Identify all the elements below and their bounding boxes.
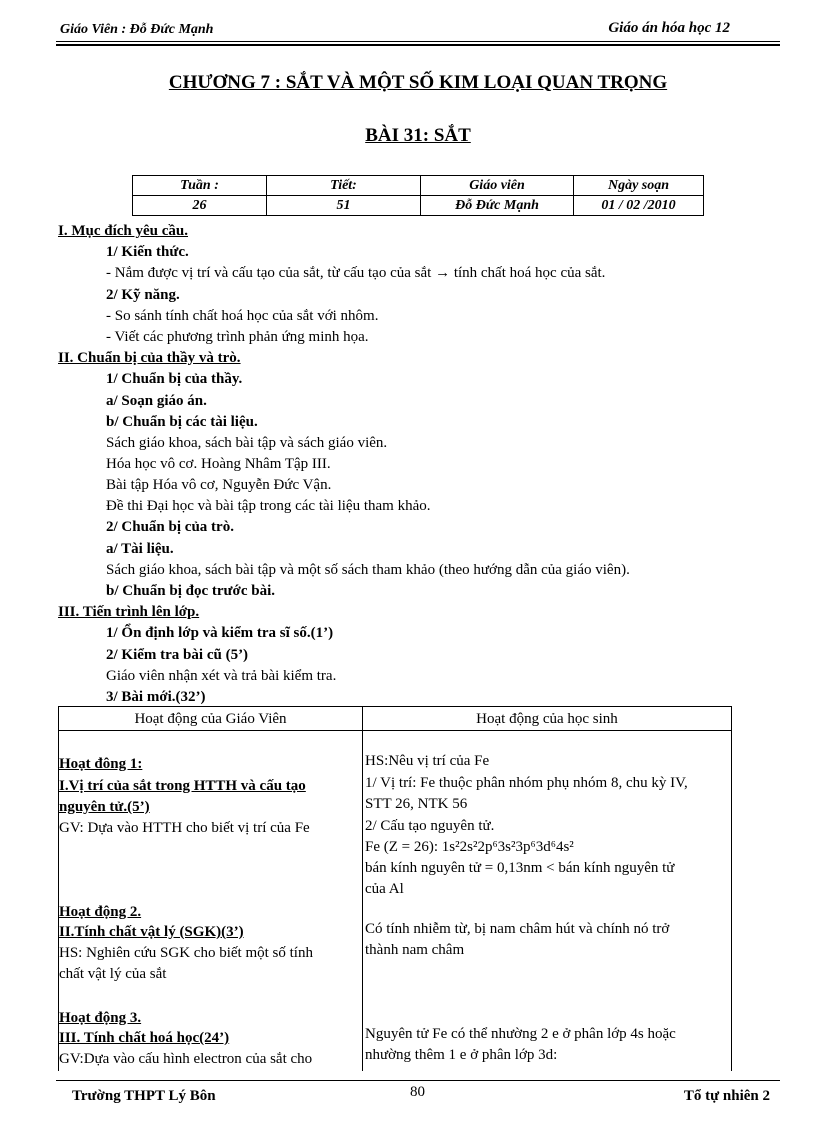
chapter-title: CHƯƠNG 7 : SẮT VÀ MỘT SỐ KIM LOẠI QUAN TRỌNG	[168, 72, 668, 93]
text-line: Sách giáo khoa, sách bài tập và sách giáo viên.	[106, 435, 388, 451]
lesson-info-table	[132, 175, 704, 216]
student-text: nhường thêm 1 e ở phân lớp 3d:	[365, 1047, 558, 1063]
info-teacher: Đỗ Đức Mạnh	[421, 196, 574, 216]
subheading-review: 2/ Kiểm tra bài cũ (5’)	[106, 647, 249, 663]
student-text: thành nam châm	[365, 942, 465, 958]
text-line: Hóa học vô cơ. Hoàng Nhâm Tập III.	[106, 456, 331, 472]
lesson-title: BÀI 31: SẮT	[365, 125, 471, 146]
teacher-text: chất vật lý của sắt	[59, 966, 167, 982]
student-text: 1/ Vị trí: Fe thuộc phân nhóm phụ nhóm 8, chu kỳ IV,	[365, 775, 688, 791]
header-subject: Giáo án hóa học 12	[608, 20, 730, 36]
activity-3-title: Hoạt động 3.	[59, 1010, 142, 1026]
activity-2-heading: II.Tính chất vật lý (SGK)(3’)	[59, 924, 244, 940]
electron-configuration: Fe (Z = 26): 1s²2s²2p⁶3s²3p⁶3d⁶4s²	[365, 839, 574, 855]
header-rule	[56, 41, 780, 42]
text-line: - Nắm được vị trí và cấu tạo của sắt, từ cấu tạo của sắt → tính chất hoá học của sắt.	[106, 265, 606, 281]
column-divider	[362, 707, 363, 1071]
student-text: HS:Nêu vị trí của Fe	[365, 753, 490, 769]
activity-1-title: Hoạt đông 1:	[59, 756, 143, 772]
subheading-teacher-prep: 1/ Chuẩn bị của thầy.	[106, 371, 243, 387]
subheading-lesson-plan: a/ Soạn giáo án.	[106, 393, 207, 409]
subheading-student-prep: 2/ Chuẩn bị của trò.	[106, 519, 234, 535]
subheading-read-ahead: b/ Chuẩn bị đọc trước bài.	[106, 583, 276, 599]
teacher-text: HS: Nghiên cứu SGK cho biết một số tính	[59, 945, 313, 961]
text-line: Bài tập Hóa vô cơ, Nguyễn Đức Vận.	[106, 477, 332, 493]
section-procedure-heading: III. Tiến trình lên lớp.	[58, 604, 200, 620]
info-header-row	[133, 176, 704, 196]
text-line: Sách giáo khoa, sách bài tập và một số sách tham khảo (theo hướng dẫn của giáo viên).	[106, 562, 630, 578]
col-header-teacher: Hoạt động của Giáo Viên	[134, 711, 287, 727]
text-line: - Viết các phương trình phản ứng minh họa.	[106, 329, 369, 345]
subheading-new-lesson: 3/ Bài mới.(32’)	[106, 689, 206, 705]
student-text: STT 26, NTK 56	[365, 796, 468, 812]
student-text: bán kính nguyên tử = 0,13nm < bán kính nguyên tử	[365, 860, 675, 876]
col-header-student: Hoạt động của học sinh	[476, 711, 618, 727]
teacher-text: GV: Dựa vào HTTH cho biết vị trí của Fe	[59, 820, 310, 836]
section-objectives-heading: I. Mục đích yêu cầu.	[58, 223, 189, 239]
info-header-date: Ngày soạn	[574, 176, 704, 196]
activity-1-heading: I.Vị trí của sắt trong HTTH và cấu tạo	[59, 778, 306, 794]
info-week: 26	[133, 196, 267, 216]
student-text: Nguyên tử Fe có thể nhường 2 e ở phân lớp 4s hoặc	[365, 1026, 676, 1042]
info-header-teacher: Giáo viên	[421, 176, 574, 196]
subheading-skills: 2/ Kỹ năng.	[106, 287, 180, 303]
activity-table	[58, 706, 732, 1071]
text-line: Đề thi Đại học và bài tập trong các tài liệu tham khảo.	[106, 498, 431, 514]
activity-3-heading: III. Tính chất hoá học(24’)	[59, 1030, 230, 1046]
subheading-knowledge: 1/ Kiến thức.	[106, 244, 189, 260]
student-text: Có tính nhiễm từ, bị nam châm hút và chính nó trở	[365, 921, 670, 937]
header-row-rule	[59, 730, 731, 731]
info-header-week: Tuần :	[133, 176, 267, 196]
header-teacher: Giáo Viên : Đỗ Đức Mạnh	[60, 22, 214, 37]
section-preparation-heading: II. Chuẩn bị của thầy và trò.	[58, 350, 241, 366]
text-line: Giáo viên nhận xét và trả bài kiểm tra.	[106, 668, 337, 684]
info-value-row	[133, 196, 704, 216]
activity-1-heading-cont: nguyên tử.(5’)	[59, 799, 150, 815]
subheading-class-check: 1/ Ổn định lớp và kiểm tra sĩ số.(1’)	[106, 625, 334, 641]
student-text: của Al	[365, 881, 404, 897]
activity-2-title: Hoạt động 2.	[59, 904, 142, 920]
footer-school: Trường THPT Lý Bôn	[72, 1088, 216, 1104]
subheading-materials: b/ Chuẩn bị các tài liệu.	[106, 414, 258, 430]
page-number: 80	[410, 1084, 425, 1100]
info-date: 01 / 02 /2010	[574, 196, 704, 216]
teacher-text: GV:Dựa vào cấu hình electron của sắt cho	[59, 1051, 313, 1067]
student-text: 2/ Cấu tạo nguyên tử.	[365, 818, 495, 834]
footer-rule	[56, 1080, 780, 1081]
subheading-documents: a/ Tài liệu.	[106, 541, 174, 557]
text-line: - So sánh tính chất hoá học của sắt với nhôm.	[106, 308, 379, 324]
header-rule-thick	[56, 44, 780, 46]
info-header-period: Tiết:	[267, 176, 421, 196]
info-period: 51	[267, 196, 421, 216]
footer-group: Tổ tự nhiên 2	[683, 1088, 770, 1104]
